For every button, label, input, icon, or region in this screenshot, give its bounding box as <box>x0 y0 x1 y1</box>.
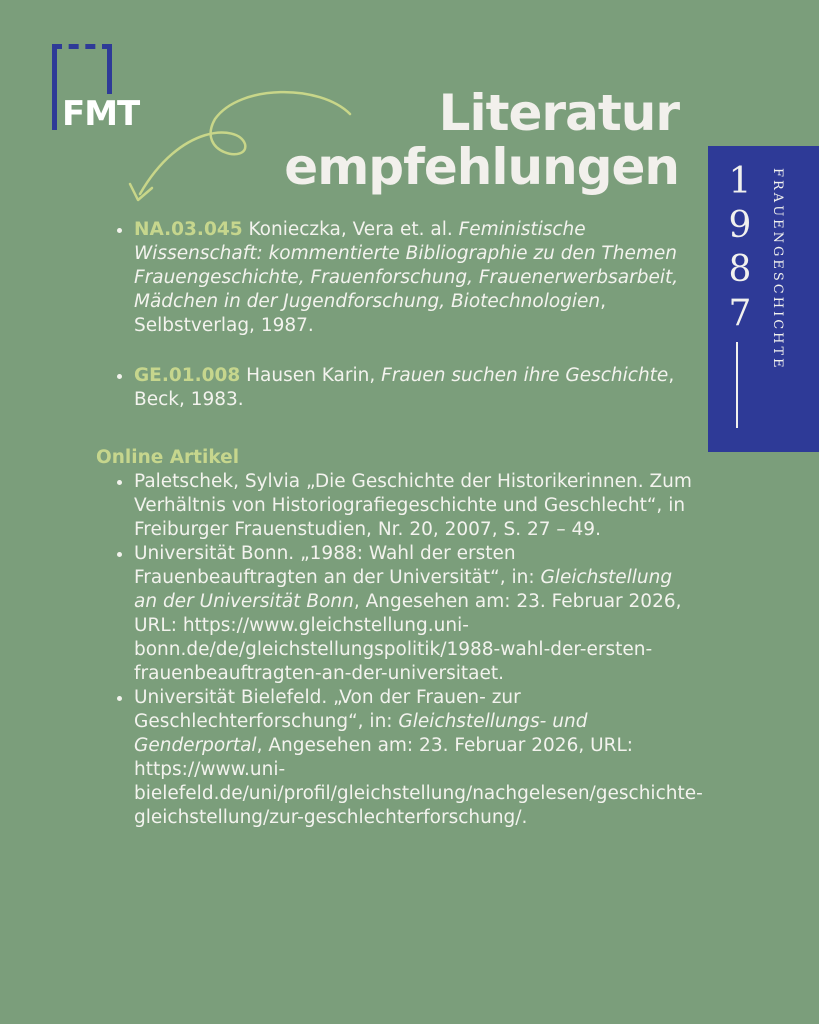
logo-text: FMT <box>62 94 140 134</box>
article-source: Gleichstellung an der Universität Bonn <box>134 567 673 612</box>
list-item <box>134 218 696 338</box>
online-articles-heading: Online Artikel <box>96 447 240 468</box>
year-digit: 8 <box>728 249 752 290</box>
article-url: , Angesehen am: 23. Februar 2026, URL: https://www.gleichstellung.uni-bonn.de/de/gleichstellungspolitik/1988-wahl-der-ersten-frauenbeauftragten-an-der-universitaet. <box>134 591 682 684</box>
year-digit: 1 <box>728 161 752 202</box>
reading-list <box>96 218 703 830</box>
book-list-2 <box>96 364 696 412</box>
list-item <box>134 542 696 686</box>
book-author: Hausen Karin, <box>240 365 382 386</box>
year-digit: 9 <box>728 205 752 246</box>
article-text: Universität Bielefeld. „Von der Frauen- zur Geschlechterforschung“, in: <box>134 687 521 732</box>
article-text: Universität Bonn. „1988: Wahl der ersten Frauenbeauftragten an der Universität“, in: <box>134 543 541 588</box>
title-line-2: empfehlungen <box>284 138 679 196</box>
online-articles-list <box>96 470 703 830</box>
shelf-signature: NA.03.045 <box>134 219 243 240</box>
article-text: Paletschek, Sylvia „Die Geschichte der Historikerinnen. Zum Verhältnis von Historiografiegeschichte und Geschlecht“, in Freiburger Frauenstudien, Nr. 20, 2007, S. 27 – 49. <box>134 471 692 540</box>
year-digits <box>724 160 756 336</box>
article-source: Gleichstellungs- und Genderportal <box>134 711 588 756</box>
list-item <box>134 470 696 542</box>
list-item <box>134 364 696 412</box>
sidebar-vertical-label: FRAUENGESCHICHTE <box>770 168 785 371</box>
book-title: Frauen suchen ihre Geschichte <box>381 365 669 386</box>
book-list <box>96 218 696 338</box>
book-author: Konieczka, Vera et. al. <box>242 219 459 240</box>
book-publisher: , Beck, 1983. <box>134 365 675 410</box>
list-item <box>134 686 703 830</box>
title-line-1: Literatur <box>438 84 679 142</box>
year-digit: 7 <box>728 293 752 334</box>
year-divider-line <box>736 342 738 428</box>
book-publisher: , Selbstverlag, 1987. <box>134 291 607 336</box>
book-title: Feministische Wissenschaft: kommentierte Bibliographie zu den Themen Frauengeschichte, Frauenforschung, Frauenerwerbsarbeit, Mädchen in der Jugendforschung, Biotechnologien <box>134 219 679 312</box>
article-url: , Angesehen am: 23. Februar 2026, URL: https://www.uni-bielefeld.de/uni/profil/gleichstellung/nachgelesen/geschichte-gleichstellung/zur-geschlechterforschung/. <box>134 735 703 828</box>
page-title <box>284 86 679 194</box>
shelf-signature: GE.01.008 <box>134 365 241 386</box>
year-sidebar <box>708 146 819 452</box>
